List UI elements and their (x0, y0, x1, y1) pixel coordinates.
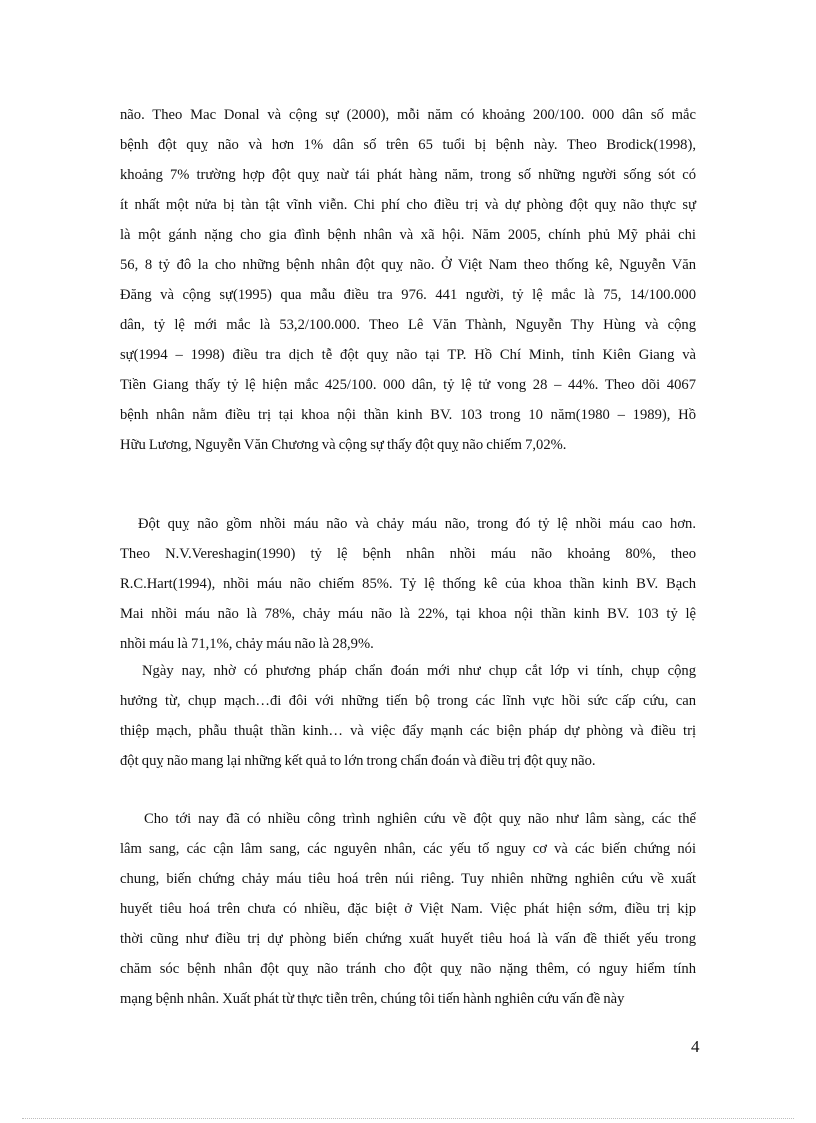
text-line: 56, 8 tỷ đô la cho những bệnh nhân đột quỵ não. Ở Việt Nam theo thống kê, Nguyễn Văn (120, 257, 696, 273)
text-line: chung, biến chứng chảy máu tiêu hoá trên núi riêng. Tuy nhiên những nghiên cứu về xuất (120, 871, 696, 887)
text-line: khoảng 7% trường hợp đột quỵ naừ tái phát hàng năm, trong số những người sống sót có (120, 167, 696, 183)
paragraph-research-motivation (120, 804, 696, 1014)
text-line: Mai nhồi máu não là 78%, chảy máu não là 22%, tại khoa nội thần kinh BV. 103 tỷ lệ (120, 606, 696, 622)
text-line: Đăng và cộng sự(1995) qua mẫu điều tra 976. 441 người, tỷ lệ mắc là 75, 14/100.000 (120, 287, 696, 303)
text-line: ít nhất một nửa bị tàn tật vĩnh viễn. Chi phí cho điều trị và dự phòng đột quỵ não thực sự (120, 197, 696, 213)
text-line: bệnh đột quỵ não và hơn 1% dân số trên 65 tuổi bị bệnh này. Theo Brodick(1998), (120, 137, 696, 153)
paragraph-epidemiology (120, 100, 696, 460)
text-line: thiệp mạch, phẫu thuật thần kinh… và việc đẩy mạnh các biện pháp dự phòng và điều trị (120, 723, 696, 739)
paragraph-stroke-types (120, 509, 696, 659)
text-line: hưởng từ, chụp mạch…đi đôi với những tiến bộ trong các lĩnh vực hồi sức cấp cứu, can (120, 693, 696, 709)
text-line: thời cũng như điều trị dự phòng biến chứng xuất huyết tiêu hoá là vấn đề thiết yếu trong (120, 931, 696, 947)
page-bottom-divider (22, 1118, 794, 1119)
text-line: đột quỵ não mang lại những kết quả to lớn trong chẩn đoán và điều trị đột quỵ não. (120, 753, 596, 769)
text-line: Đột quỵ não gồm nhồi máu não và chảy máu não, trong đó tỷ lệ nhồi máu cao hơn. (138, 516, 696, 532)
text-line: Hữu Lương, Nguyễn Văn Chương và cộng sự thấy đột quỵ não chiếm 7,02%. (120, 437, 567, 453)
text-line: mạng bệnh nhân. Xuất phát từ thực tiễn trên, chúng tôi tiến hành nghiên cứu vấn đề này (120, 991, 625, 1007)
text-line: Cho tới nay đã có nhiều công trình nghiên cứu về đột quỵ não như lâm sàng, các thể (144, 811, 696, 827)
paragraph-diagnosis-advances (120, 656, 696, 776)
text-line: bệnh nhân nằm điều trị tại khoa nội thần kinh BV. 103 trong 10 năm(1980 – 1989), Hồ (120, 407, 696, 423)
text-line: dân, tỷ lệ mới mắc là 53,2/100.000. Theo Lê Văn Thành, Nguyễn Thy Hùng và cộng (120, 317, 696, 333)
text-line: Ngày nay, nhờ có phương pháp chẩn đoán mới như chụp cắt lớp vi tính, chụp cộng (142, 663, 696, 679)
text-line: sự(1994 – 1998) điều tra dịch tễ đột quỵ não tại TP. Hồ Chí Minh, tỉnh Kiên Giang và (120, 347, 696, 363)
text-line: R.C.Hart(1994), nhồi máu não chiếm 85%. Tỷ lệ thống kê của khoa thần kinh BV. Bạch (120, 576, 696, 592)
text-line: não. Theo Mac Donal và cộng sự (2000), mỗi năm có khoảng 200/100. 000 dân số mắc (120, 107, 696, 123)
text-line: huyết tiêu hoá trên chưa có nhiều, đặc biệt ở Việt Nam. Việc phát hiện sớm, điều trị kịp (120, 901, 696, 917)
text-line: chăm sóc bệnh nhân đột quỵ não tránh cho đột quỵ não nặng thêm, có nguy hiểm tính (120, 961, 696, 977)
text-line: lâm sang, các cận lâm sang, các nguyên nhân, các yếu tố nguy cơ và các biến chứng nói (120, 841, 696, 857)
page-number: 4 (691, 1037, 700, 1056)
text-line: Theo N.V.Vereshagin(1990) tỷ lệ bệnh nhân nhồi máu não khoảng 80%, theo (120, 546, 696, 562)
text-line: nhồi máu là 71,1%, chảy máu não là 28,9%. (120, 636, 374, 652)
text-line: Tiền Giang thấy tỷ lệ hiện mắc 425/100. 000 dân, tỷ lệ tử vong 28 – 44%. Theo dõi 4067 (120, 377, 696, 393)
text-line: là một gánh nặng cho gia đình bệnh nhân và xã hội. Năm 2005, chính phủ Mỹ phải chi (120, 227, 696, 243)
